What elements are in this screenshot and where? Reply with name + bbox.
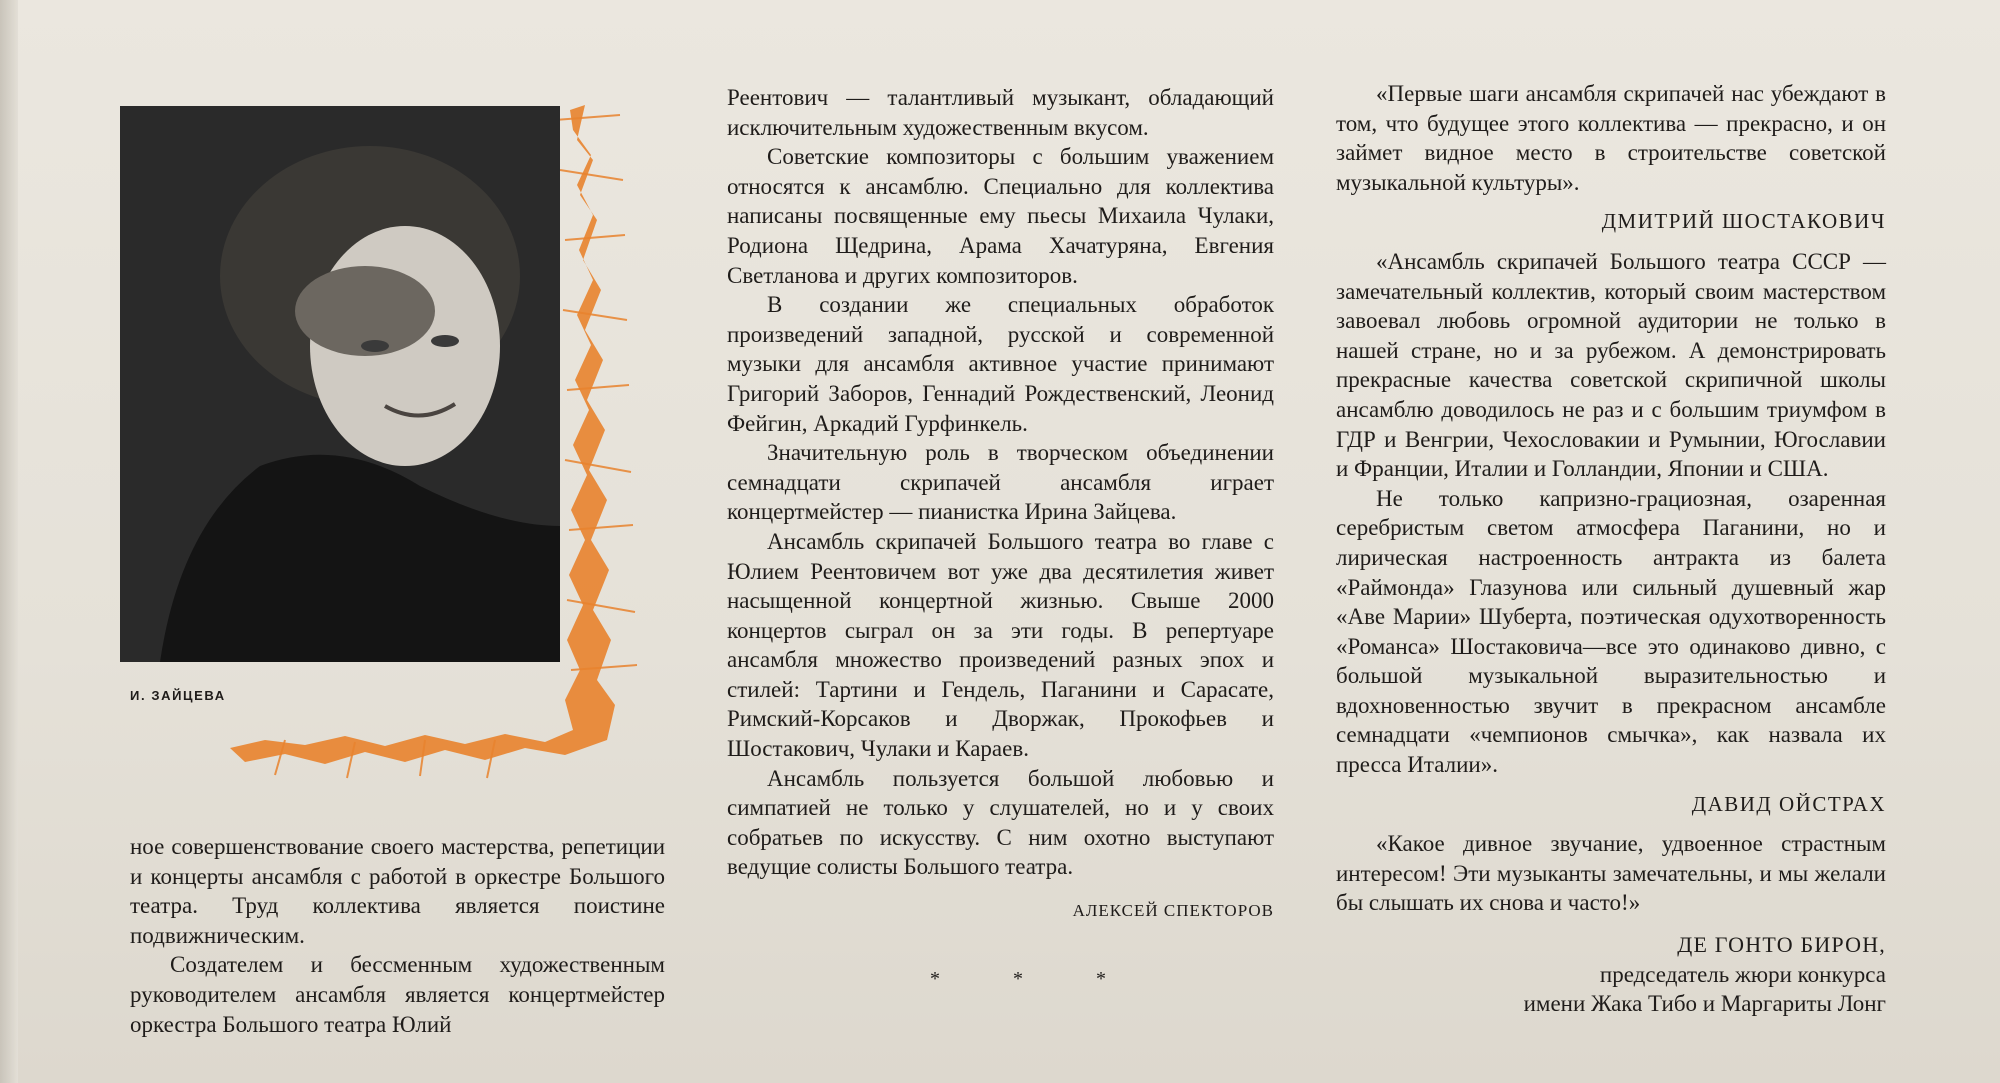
paragraph: Советские композиторы с большим уважением относятся к ансамблю. Специально для коллектива написаны посвященные ему пьесы Михаила Чулаки, Родиона Щедрина, Арама Хачатуряна, Евгения Светланова и других композиторов. xyxy=(727,144,1274,288)
quote: Не только капризно-грациозная, озаренная серебристым светом атмосфера Паганини, но и лирическая настроенность антракта из балета «Раймонда» Глазунова или сильный душевный жар «Аве Марии» Шуберта, поэтическая одухотворенность «Романса» Шостаковича—все это одинаково дивно, с большой музыкальной выразительностью и вдохновенностью звучит в прекрасном ансамбле семнадцати «чемпионов смычка», как назвала их пресса Италии». xyxy=(1336,485,1886,778)
photo-caption: И. ЗАЙЦЕВА xyxy=(130,688,226,703)
section-separator-stars: * * * xyxy=(930,968,1140,990)
quote-signature: ДМИТРИЙ ШОСТАКОВИЧ xyxy=(1601,209,1886,234)
paragraph: Ансамбль пользуется большой любовью и симпатией не только у слушателей, но и у своих собратьев по искусству. С ним охотно выступают ведущие солисты Большого театра. xyxy=(727,765,1274,880)
paragraph: Реентович — талантливый музыкант, обладающий исключительным художественным вкусом. xyxy=(727,85,1274,140)
signature-title: имени Жака Тибо и Маргариты Лонг xyxy=(1523,991,1886,1017)
quote-signature: ДАВИД ОЙСТРАХ xyxy=(1691,791,1886,816)
author-signature: АЛЕКСЕЙ СПЕКТОРОВ xyxy=(1072,901,1274,921)
text-column-left xyxy=(130,832,665,1039)
paragraph: Ансамбль скрипачей Большого театра во главе с Юлием Реентовичем вот уже два десятилетия живет насыщенной концертной жизнью. Свыше 2000 концертов сыграл он за эти годы. В репертуаре ансамбля множество произведений разных эпох и стилей: Тартини и Гендель, Паганини и Сарасате, Римский-Корсаков и Дворжак, Прокофьев и Шостакович, Чулаки и Караев. xyxy=(727,528,1274,762)
portrait-illustration xyxy=(120,106,560,662)
sleeve-edge xyxy=(0,0,18,1083)
signature-title: председатель жюри конкурса xyxy=(1599,961,1886,987)
paragraph: В создании же специальных обработок произведений западной, русской и современной музыки для ансамбля активное участие принимают Григорий Заборов, Геннадий Рождественский, Леонид Фейгин, Аркадий Гурфинкель. xyxy=(727,292,1274,436)
quote: «Какое дивное звучание, удвоенное страстным интересом! Эти музыканты замечательны, и мы желали бы слышать их снова и часто!» xyxy=(1336,831,1886,916)
quote: «Первые шаги ансамбля скрипачей нас убеждают в том, что будущее этого коллектива — прекрасно, и он займет видное место в строительстве советской музыкальной культуры». xyxy=(1336,81,1886,195)
paragraph: ное совершенствование своего мастерства, репетиции и концерты ансамбля с работой в оркестре Большого театра. Труд коллектива является поистине подвижническим. xyxy=(130,834,665,948)
text-column-middle xyxy=(727,83,1274,936)
quote-signature: ДЕ ГОНТО БИРОН, xyxy=(1677,932,1886,958)
paragraph: Значительную роль в творческом объединении семнадцати скрипачей ансамбля играет концертмейстер — пианистка Ирина Зайцева. xyxy=(727,440,1274,525)
quote: «Ансамбль скрипачей Большого театра СССР — замечательный коллектив, который своим мастерством завоевал любовь огромной аудитории не только в нашей стране, но и за рубежом. А демонстрировать прекрасные качества советской скрипичной школы ансамблю доводилось не раз и с большим триумфом в ГДР и Венгрии, Чехословакии и Румынии, Югославии и Франции, Италии и Голландии, Японии и США. xyxy=(1336,248,1886,482)
text-column-right xyxy=(1336,79,1886,1019)
portrait-photo xyxy=(120,106,560,662)
paragraph: Создателем и бессменным художественным руководителем ансамбля является концертмейстер оркестра Большого театра Юлий xyxy=(130,952,665,1037)
